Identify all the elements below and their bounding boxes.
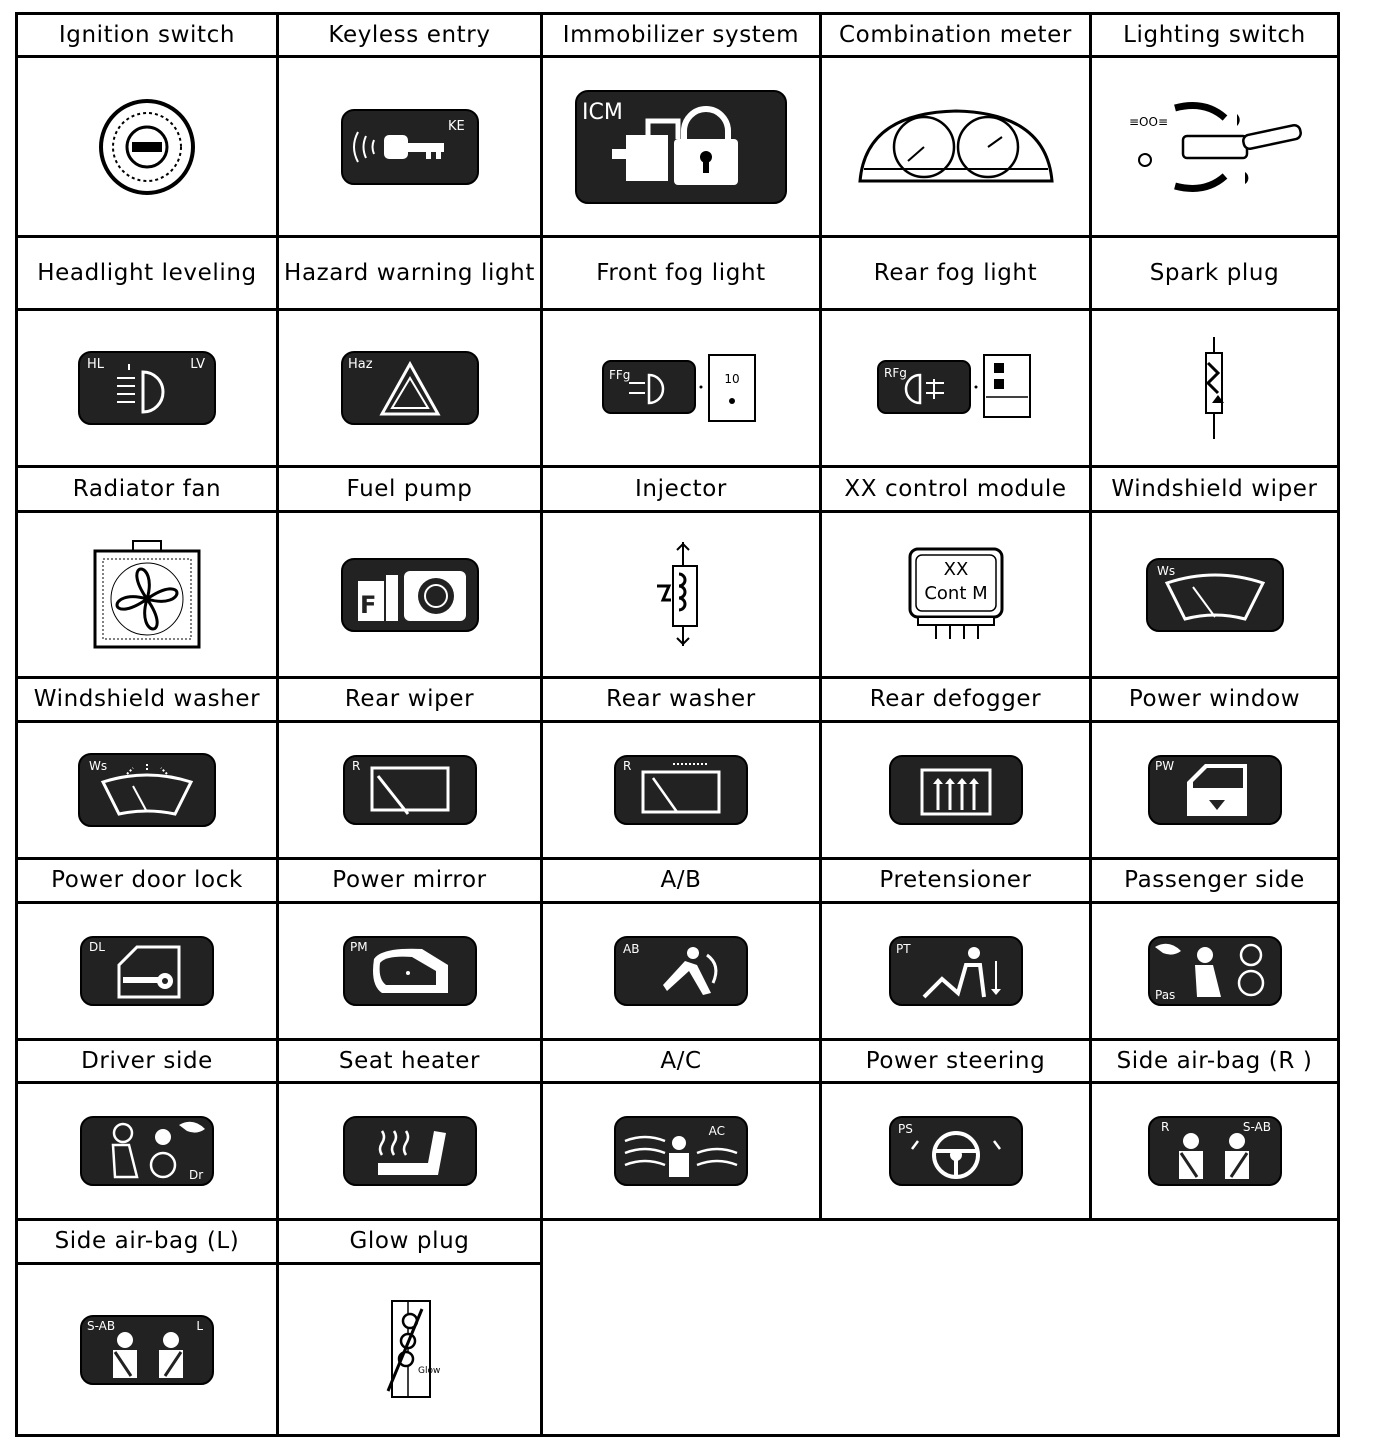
symbol-icon-cell	[819, 308, 1092, 468]
symbol-icon-cell	[276, 308, 543, 468]
radiator-fan-icon	[89, 539, 205, 651]
hazard-warning-icon	[340, 350, 480, 426]
svg-text:PS: PS	[897, 1122, 913, 1136]
svg-text:HL: HL	[87, 357, 105, 372]
symbol-label: Hazard warning light	[276, 235, 543, 311]
symbol-label: Power steering	[819, 1038, 1092, 1084]
symbol-icon-cell	[15, 308, 279, 468]
symbol-icon-cell	[540, 308, 822, 468]
symbol-icon-cell	[1089, 510, 1340, 679]
symbol-label: Injector	[540, 465, 822, 513]
svg-text:FFg: FFg	[609, 368, 631, 382]
svg-text:DL: DL	[89, 940, 105, 954]
symbol-label: Keyless entry	[276, 12, 543, 58]
symbol-icon-cell	[15, 901, 279, 1041]
symbol-icon-cell	[15, 55, 279, 238]
svg-text:S-AB: S-AB	[1242, 1120, 1271, 1134]
rear-defogger-icon	[888, 754, 1024, 826]
svg-text:RFg: RFg	[883, 366, 907, 380]
symbol-label: Lighting switch	[1089, 12, 1340, 58]
svg-text:PT: PT	[895, 942, 911, 956]
symbol-label: Windshield wiper	[1089, 465, 1340, 513]
symbol-icon-cell	[1089, 901, 1340, 1041]
side-airbag-right-icon	[1147, 1115, 1283, 1187]
windshield-wiper-icon	[1145, 557, 1285, 633]
symbol-icon-cell	[1089, 720, 1340, 860]
symbol-label: Passenger side	[1089, 857, 1340, 904]
side-airbag-left-icon	[79, 1314, 215, 1386]
driver-side-icon	[79, 1115, 215, 1187]
svg-text:≡OO≡: ≡OO≡	[1128, 114, 1168, 129]
symbol-icon-cell	[15, 720, 279, 860]
svg-text:R: R	[1160, 1120, 1169, 1134]
symbol-label: Side air-bag (L)	[15, 1218, 279, 1265]
symbol-icon-cell	[540, 510, 822, 679]
symbol-label: Power mirror	[276, 857, 543, 904]
symbol-label: Seat heater	[276, 1038, 543, 1084]
symbol-icon-cell	[276, 510, 543, 679]
symbol-label: Pretensioner	[819, 857, 1092, 904]
front-fog-light-icon	[601, 353, 761, 423]
headlight-leveling-icon	[77, 350, 217, 426]
symbol-label: Immobilizer system	[540, 12, 822, 58]
air-conditioner-icon	[613, 1115, 749, 1187]
symbol-label: Rear defogger	[819, 676, 1092, 723]
power-window-icon	[1147, 754, 1283, 826]
symbol-icon-cell	[276, 1262, 543, 1437]
symbol-icon-cell	[819, 901, 1092, 1041]
symbol-icon-cell	[819, 55, 1092, 238]
symbol-icon-cell	[15, 510, 279, 679]
symbol-label: Radiator fan	[15, 465, 279, 513]
svg-text:Glow: Glow	[417, 1365, 440, 1376]
svg-text:Ws: Ws	[89, 759, 108, 773]
svg-text:Haz: Haz	[347, 357, 373, 372]
svg-text:AC: AC	[708, 1124, 725, 1138]
combination-meter-icon	[856, 107, 1056, 187]
glow-plug-icon	[378, 1297, 442, 1403]
symbol-label: A/B	[540, 857, 822, 904]
symbol-icon-cell	[15, 1262, 279, 1437]
svg-text:XX: XX	[943, 558, 968, 580]
symbol-icon-cell	[276, 901, 543, 1041]
injector-icon	[651, 540, 711, 650]
symbol-label: Driver side	[15, 1038, 279, 1084]
symbol-icon-cell	[819, 510, 1092, 679]
svg-text:PW: PW	[1154, 759, 1174, 773]
svg-text:AB: AB	[623, 942, 640, 956]
symbol-icon-cell	[1089, 1081, 1340, 1221]
empty-area	[540, 1218, 1340, 1437]
fuel-pump-icon	[340, 557, 480, 633]
symbol-label: Glow plug	[276, 1218, 543, 1265]
symbol-label: Side air-bag (R )	[1089, 1038, 1340, 1084]
passenger-side-icon	[1147, 935, 1283, 1007]
symbol-icon-cell	[540, 1081, 822, 1221]
svg-text:Cont M: Cont M	[923, 582, 988, 604]
rear-fog-light-icon	[876, 353, 1036, 423]
symbol-label: Ignition switch	[15, 12, 279, 58]
symbol-icon-cell	[819, 1081, 1092, 1221]
symbol-icon-cell	[1089, 55, 1340, 238]
power-steering-icon	[888, 1115, 1024, 1187]
power-door-lock-icon	[79, 935, 215, 1007]
symbol-label: XX control module	[819, 465, 1092, 513]
svg-text:KE: KE	[447, 118, 465, 134]
svg-text:PM: PM	[349, 940, 368, 954]
airbag-icon	[613, 935, 749, 1007]
pretensioner-icon	[888, 935, 1024, 1007]
symbol-label: Front fog light	[540, 235, 822, 311]
svg-text:Pas: Pas	[1154, 988, 1175, 1002]
symbol-icon-cell	[540, 720, 822, 860]
symbol-label: Combination meter	[819, 12, 1092, 58]
svg-text:ICM: ICM	[582, 99, 623, 125]
seat-heater-icon	[342, 1115, 478, 1187]
svg-text:R: R	[351, 759, 360, 773]
symbol-label: Windshield washer	[15, 676, 279, 723]
svg-text:F: F	[359, 590, 376, 619]
symbol-icon-cell	[15, 1081, 279, 1221]
svg-text:Dr: Dr	[189, 1168, 204, 1182]
lighting-switch-icon	[1125, 102, 1305, 192]
immobilizer-icon	[574, 89, 788, 205]
rear-wiper-icon	[342, 754, 478, 826]
svg-text:S-AB: S-AB	[87, 1318, 116, 1333]
symbol-icon-cell	[540, 55, 822, 238]
symbol-label: A/C	[540, 1038, 822, 1084]
rear-washer-icon	[613, 754, 749, 826]
symbol-label: Rear fog light	[819, 235, 1092, 311]
control-module-icon	[904, 547, 1008, 643]
svg-text:LV: LV	[190, 357, 205, 372]
svg-text:10: 10	[724, 372, 740, 386]
symbol-icon-cell	[276, 1081, 543, 1221]
symbol-icon-cell	[819, 720, 1092, 860]
symbol-icon-cell	[540, 901, 822, 1041]
keyless-entry-icon	[340, 108, 480, 186]
symbol-icon-cell	[276, 55, 543, 238]
symbol-label: Fuel pump	[276, 465, 543, 513]
svg-text:R: R	[623, 759, 632, 773]
symbol-label: Spark plug	[1089, 235, 1340, 311]
symbol-label: Headlight leveling	[15, 235, 279, 311]
windshield-washer-icon	[77, 752, 217, 828]
symbol-label: Power door lock	[15, 857, 279, 904]
power-mirror-icon	[342, 935, 478, 1007]
symbol-icon-cell	[276, 720, 543, 860]
spark-plug-icon	[1190, 333, 1240, 443]
symbol-label: Power window	[1089, 676, 1340, 723]
symbol-label: Rear wiper	[276, 676, 543, 723]
ignition-switch-icon	[92, 97, 202, 197]
symbol-label: Rear washer	[540, 676, 822, 723]
svg-text:L: L	[196, 1318, 203, 1333]
svg-text:Ws: Ws	[1156, 563, 1175, 578]
symbol-icon-cell	[1089, 308, 1340, 468]
